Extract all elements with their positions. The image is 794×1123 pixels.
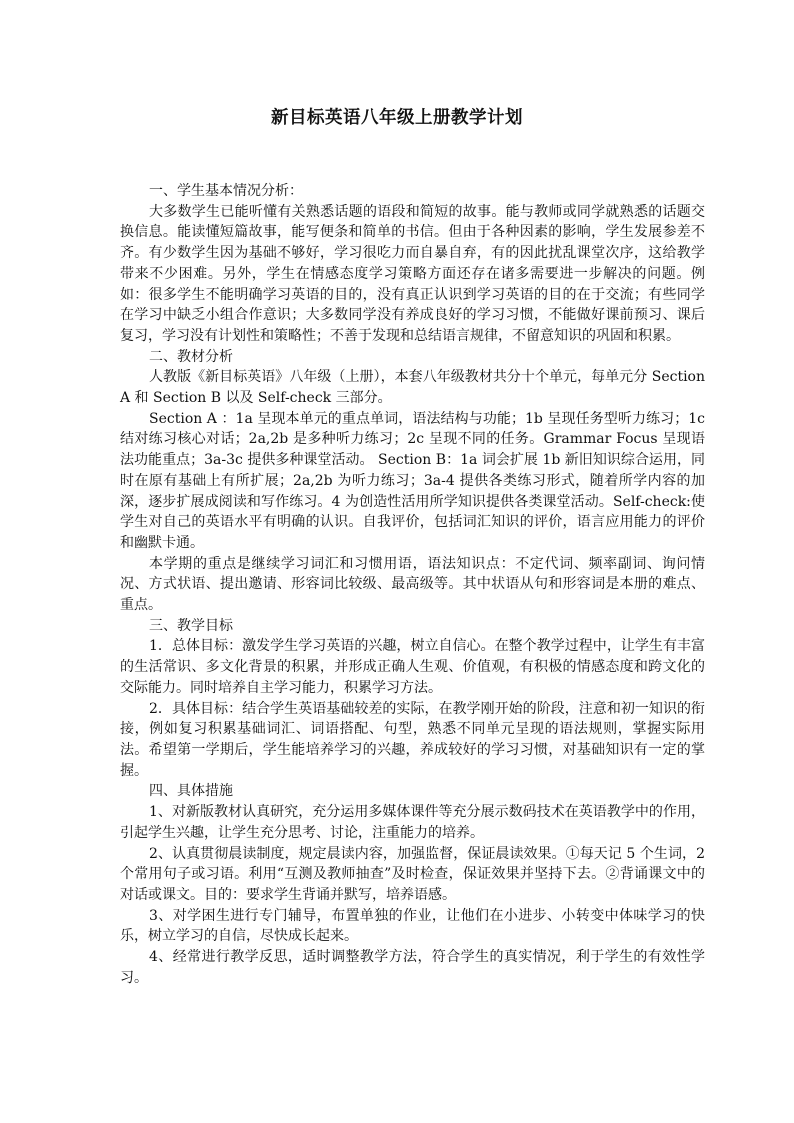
section-heading: 一、学生基本情况分析：	[149, 183, 303, 199]
paragraph: Section A ：1a 呈现本单元的重点单词，语法结构与功能；1b 呈现任务型听力练习；1c 结对练习核心对话；2a,2b 是多种听力练习；2c 呈现不同的任务。Grammar Focus 呈现语法功能重点；3a-3c 提供多种课堂活动。 Section B：1a 词会扩展 1b 新旧知识综合运用，同时在原有基础上有所扩展；2a,2b 为听力练习；3a-4 提供各类练习形式，随着所学内容的加深，逐步扩展成阅读和写作练习。4 为创造性活用所学知识提供各类课堂活动。Self-check:使学生对自己的英语水平有明确的认识。自我评价，包括词汇知识的评价，语言应用能力的评价和幽默卡通。	[120, 410, 705, 551]
paragraph: 2、认真贯彻晨读制度，规定晨读内容，加强监督，保证晨读效果。①每天记 5 个生词，2 个常用句子或习语。利用“互测及教师抽查”及时检查，保证效果并坚持下去。②背诵课文中的对话或课文。目的：要求学生背诵并默写，培养语感。	[120, 845, 705, 903]
section-textbook-analysis	[120, 347, 705, 616]
section-teaching-goals	[120, 616, 705, 782]
section-heading: 二、教材分析	[149, 348, 233, 365]
section-student-analysis	[120, 181, 705, 347]
document-body	[120, 181, 705, 988]
paragraph: 4、经常进行教学反思，适时调整教学方法，符合学生的真实情况，利于学生的有效性学习。	[120, 949, 705, 986]
paragraph: 大多数学生已能听懂有关熟悉话题的语段和简短的故事。能与教师或同学就熟悉的话题交换信息。能读懂短篇故事，能写便条和简单的书信。但由于各种因素的影响，学生发展参差不齐。有少数学生因为基础不够好，学习很吃力而自暴自弃，有的因此扰乱课堂次序，这给教学带来不少困难。另外，学生在情感态度学习策略方面还存在诸多需要进一步解决的问题。例如：很多学生不能明确学习英语的目的，没有真正认识到学习英语的目的在于交流；有些同学在学习中缺乏小组合作意识；大多数同学没有养成良好的学习习惯，不能做好课前预习、课后复习，学习没有计划性和策略性；不善于发现和总结语言规律，不留意知识的巩固和积累。	[120, 203, 705, 344]
section-heading: 三、教学目标	[149, 617, 233, 634]
page-title: 新目标英语八年级上册教学计划	[271, 108, 523, 128]
section-specific-measures	[120, 781, 705, 988]
paragraph: 1、对新版教材认真研究，充分运用多媒体课件等充分展示数码技术在英语教学中的作用，引起学生兴趣，让学生充分思考、讨论，注重能力的培养。	[120, 804, 705, 841]
paragraph: 本学期的重点是继续学习词汇和习惯用语，语法知识点：不定代词、频率副词、询问情况、方式状语、提出邀请、形容词比较级、最高级等。其中状语从句和形容词是本册的难点、重点。	[120, 555, 705, 614]
paragraph: 人教版《新目标英语》八年级（上册），本套八年级教材共分十个单元，每单元分 Section A 和 Section B 以及 Self-check 三部分。	[120, 369, 705, 407]
paragraph: 1．总体目标：激发学生学习英语的兴趣，树立自信心。在整个教学过程中，让学生有丰富的生活常识、多文化背景的积累，并形成正确人生观、价值观，有积极的情感态度和跨文化的交际能力。同时培养自主学习能力，积累学习方法。	[120, 638, 705, 696]
section-heading: 四、具体措施	[149, 783, 233, 800]
paragraph: 3、对学困生进行专门辅导，布置单独的作业，让他们在小进步、小转变中体味学习的快乐，树立学习的自信，尽快成长起来。	[120, 907, 705, 945]
paragraph: 2．具体目标：结合学生英语基础较差的实际，在教学刚开始的阶段，注意和初一知识的衔接，例如复习积累基础词汇、词语搭配、句型，熟悉不同单元呈现的语法规则，掌握实际用法。希望第一学期后，学生能培养学习的兴趣，养成较好的学习习惯，对基础知识有一定的掌握。	[120, 700, 705, 779]
